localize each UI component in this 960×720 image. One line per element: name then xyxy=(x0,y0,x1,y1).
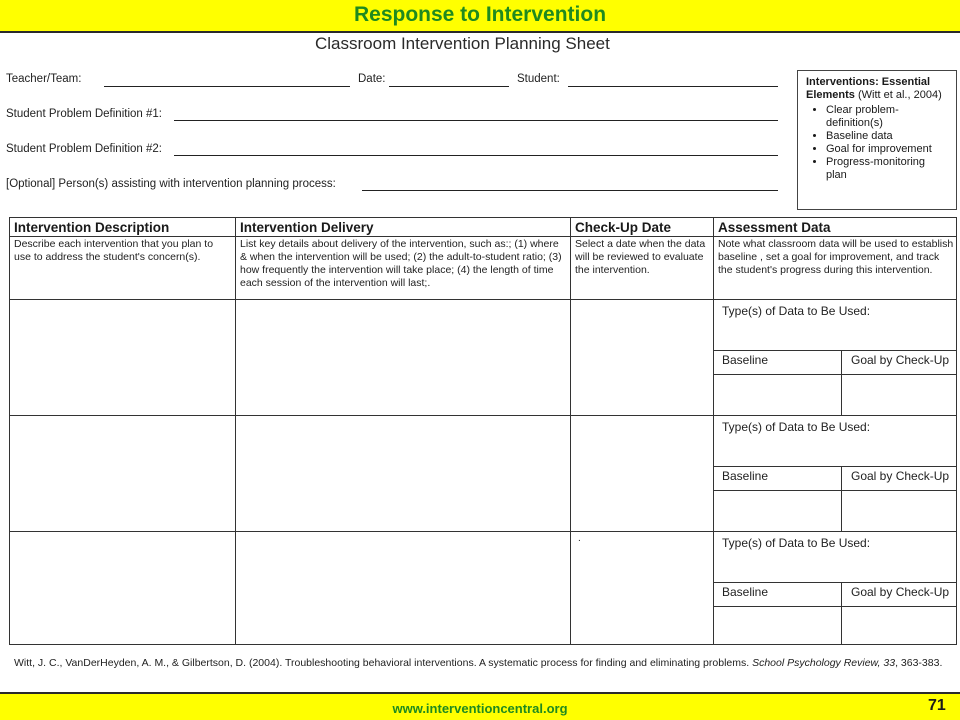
sheet-title: Classroom Intervention Planning Sheet xyxy=(315,34,610,53)
date-field[interactable] xyxy=(389,86,509,87)
data-type-label: Type(s) of Data to Be Used: xyxy=(722,420,871,434)
essential-item: • Baseline data xyxy=(826,130,948,143)
data-type-label: Type(s) of Data to Be Used: xyxy=(722,536,871,550)
student-field[interactable] xyxy=(568,86,778,87)
assessment-divider xyxy=(713,466,956,467)
date-label: Date: xyxy=(358,73,386,85)
header-check-up-date: Check-Up Date xyxy=(575,220,672,235)
row-divider xyxy=(10,299,956,300)
bottom-banner xyxy=(0,692,960,720)
desc-check-up-date: Select a date when the data will be reviewed to evaluate the intervention. xyxy=(575,238,706,276)
optional-field[interactable] xyxy=(362,190,778,191)
essential-elements-box xyxy=(797,70,957,210)
optional-label: [Optional] Person(s) assisting with intervention planning process: xyxy=(6,178,336,190)
col-divider xyxy=(570,218,571,644)
footnote-pages: , 363-383. xyxy=(895,657,943,669)
baseline-goal-divider xyxy=(841,582,842,644)
essential-heading: Interventions: Essential Elements xyxy=(806,76,931,101)
header-intervention-description: Intervention Description xyxy=(14,220,170,235)
assessment-divider xyxy=(713,606,956,607)
footnote-journal: School Psychology Review, 33 xyxy=(752,657,896,669)
col-divider xyxy=(713,218,714,644)
essential-item: • Goal for improvement xyxy=(826,143,948,156)
planning-table xyxy=(9,217,957,645)
footer-url[interactable]: www.interventioncentral.org xyxy=(392,701,568,716)
baseline-label: Baseline xyxy=(722,353,769,367)
banner-title: Response to Intervention xyxy=(353,3,607,26)
baseline-label: Baseline xyxy=(722,585,769,599)
essential-citation: (Witt et al., 2004) xyxy=(857,89,942,101)
header-assessment-data: Assessment Data xyxy=(718,220,831,235)
citation-footnote xyxy=(14,657,944,670)
essential-item: • Clear problem-definition(s) xyxy=(826,104,948,130)
header-intervention-delivery: Intervention Delivery xyxy=(240,220,374,235)
problem2-field[interactable] xyxy=(174,155,778,156)
teacher-field[interactable] xyxy=(104,86,350,87)
desc-intervention-delivery: List key details about delivery of the intervention, such as:; (1) where & when the intervention will be used; (2) the adult-to-student ratio; (3) how frequently the intervention will take place; (4) the length of time each session of the intervention will last;. xyxy=(240,238,562,289)
assessment-divider xyxy=(713,374,956,375)
row-divider xyxy=(10,531,956,532)
student-label: Student: xyxy=(517,73,560,85)
desc-assessment-data: Note what classroom data will be used to establish baseline , set a goal for improvement, and track the student's progress during this intervention. xyxy=(718,238,954,276)
assessment-divider xyxy=(713,582,956,583)
baseline-goal-divider xyxy=(841,466,842,531)
problem2-label: Student Problem Definition #2: xyxy=(6,143,162,155)
page-number: 71 xyxy=(928,697,946,714)
goal-label: Goal by Check-Up xyxy=(851,353,950,367)
teacher-label: Teacher/Team: xyxy=(6,73,82,85)
essential-item: • Progress-monitoring plan xyxy=(826,156,948,182)
data-type-label: Type(s) of Data to Be Used: xyxy=(722,304,871,318)
assessment-divider xyxy=(713,350,956,351)
footnote-text: Witt, J. C., VanDerHeyden, A. M., & Gilbertson, D. (2004). Troubleshooting behavioral interventions. A systematic process for finding and eliminating problems. xyxy=(14,657,750,669)
header-divider xyxy=(10,236,956,237)
stray-dot: . xyxy=(578,533,581,544)
problem1-label: Student Problem Definition #1: xyxy=(6,108,162,120)
goal-label: Goal by Check-Up xyxy=(851,469,950,483)
assessment-divider xyxy=(713,490,956,491)
desc-intervention-description: Describe each intervention that you plan to use to address the student's concern(s). xyxy=(14,238,214,263)
goal-label: Goal by Check-Up xyxy=(851,585,950,599)
baseline-goal-divider xyxy=(841,350,842,415)
problem1-field[interactable] xyxy=(174,120,778,121)
col-divider xyxy=(235,218,236,644)
row-divider xyxy=(10,415,956,416)
top-banner xyxy=(0,0,960,33)
essential-list xyxy=(806,104,948,182)
baseline-label: Baseline xyxy=(722,469,769,483)
